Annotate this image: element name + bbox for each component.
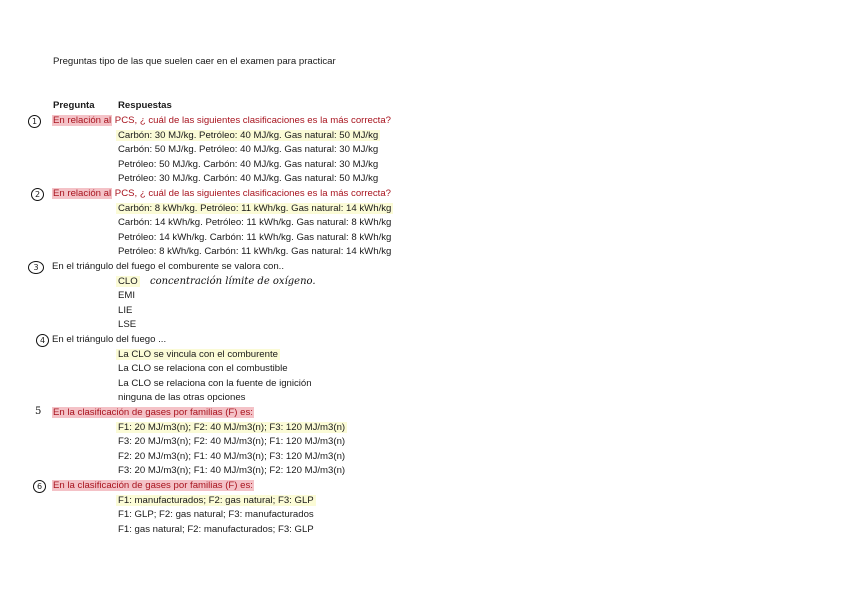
page-title: Preguntas tipo de las que suelen caer en el examen para practicar — [53, 56, 336, 67]
header-respuestas: Respuestas — [118, 100, 172, 111]
question-highlight: En relación al — [53, 115, 112, 126]
answer-option: La CLO se vincula con el comburente — [118, 349, 278, 360]
answer-option: La CLO se relaciona con el combustible — [118, 363, 288, 374]
question-highlight: En la clasificación de gases por familias (F) es: — [53, 407, 253, 418]
question-number-mark: 3 — [28, 261, 44, 274]
header-pregunta: Pregunta — [53, 100, 95, 111]
answer-option: Petróleo: 8 kWh/kg. Carbón: 11 kWh/kg. Gas natural: 14 kWh/kg — [118, 246, 392, 257]
answer-option: F2: 20 MJ/m3(n); F1: 40 MJ/m3(n); F3: 120 MJ/m3(n) — [118, 451, 346, 462]
answer-option: ninguna de las otras opciones — [118, 392, 246, 403]
question-text-rest: PCS, ¿ cuál de las siguientes clasificaciones es la más correcta? — [112, 188, 392, 199]
answer-option: Petróleo: 30 MJ/kg. Carbón: 40 MJ/kg. Gas natural: 50 MJ/kg — [118, 173, 379, 184]
question-number-mark: 2 — [31, 188, 44, 201]
question-number-mark: 6 — [33, 480, 46, 493]
answer-option: EMI — [118, 290, 136, 301]
answer-option: Carbón: 14 kWh/kg. Petróleo: 11 kWh/kg. Gas natural: 8 kWh/kg — [118, 217, 392, 228]
question-text — [52, 188, 391, 199]
question-text — [52, 407, 254, 418]
question-number-mark: 4 — [36, 334, 49, 347]
question-text-rest: PCS, ¿ cuál de las siguientes clasificaciones es la más correcta? — [112, 115, 392, 126]
answer-option: Petróleo: 14 kWh/kg. Carbón: 11 kWh/kg. Gas natural: 8 kWh/kg — [118, 232, 392, 243]
answer-option: F1: GLP; F2: gas natural; F3: manufacturados — [118, 509, 314, 520]
answer-option: F3: 20 MJ/m3(n); F1: 40 MJ/m3(n); F2: 120 MJ/m3(n) — [118, 465, 346, 476]
question-highlight: En la clasificación de gases por familias (F) es: — [53, 480, 253, 491]
question-number-mark: 5 — [35, 406, 42, 417]
answer-option: F3: 20 MJ/m3(n); F2: 40 MJ/m3(n); F1: 120 MJ/m3(n) — [118, 436, 346, 447]
answer-option: Carbón: 30 MJ/kg. Petróleo: 40 MJ/kg. Gas natural: 50 MJ/kg — [118, 130, 379, 141]
answer-option: LIE — [118, 305, 133, 316]
question-text — [52, 480, 254, 491]
question-number-mark: 1 — [28, 115, 41, 128]
answer-option: CLO — [118, 276, 138, 287]
question-text: En el triángulo del fuego ... — [52, 334, 167, 345]
answer-option: Carbón: 50 MJ/kg. Petróleo: 40 MJ/kg. Gas natural: 30 MJ/kg — [118, 144, 379, 155]
answer-option: F1: 20 MJ/m3(n); F2: 40 MJ/m3(n); F3: 120 MJ/m3(n) — [118, 422, 346, 433]
answer-option: Carbón: 8 kWh/kg. Petróleo: 11 kWh/kg. Gas natural: 14 kWh/kg — [118, 203, 392, 214]
handwritten-note: concentración límite de oxígeno. — [150, 276, 316, 287]
answer-option: Petróleo: 50 MJ/kg. Carbón: 40 MJ/kg. Gas natural: 30 MJ/kg — [118, 159, 379, 170]
answer-option: F1: gas natural; F2: manufacturados; F3: GLP — [118, 524, 314, 535]
answer-option: F1: manufacturados; F2: gas natural; F3: GLP — [118, 495, 314, 506]
question-text: En el triángulo del fuego el comburente se valora con.. — [52, 261, 284, 272]
question-text — [52, 115, 391, 126]
answer-option: LSE — [118, 319, 137, 330]
answer-option: La CLO se relaciona con la fuente de ignición — [118, 378, 312, 389]
question-highlight: En relación al — [53, 188, 112, 199]
